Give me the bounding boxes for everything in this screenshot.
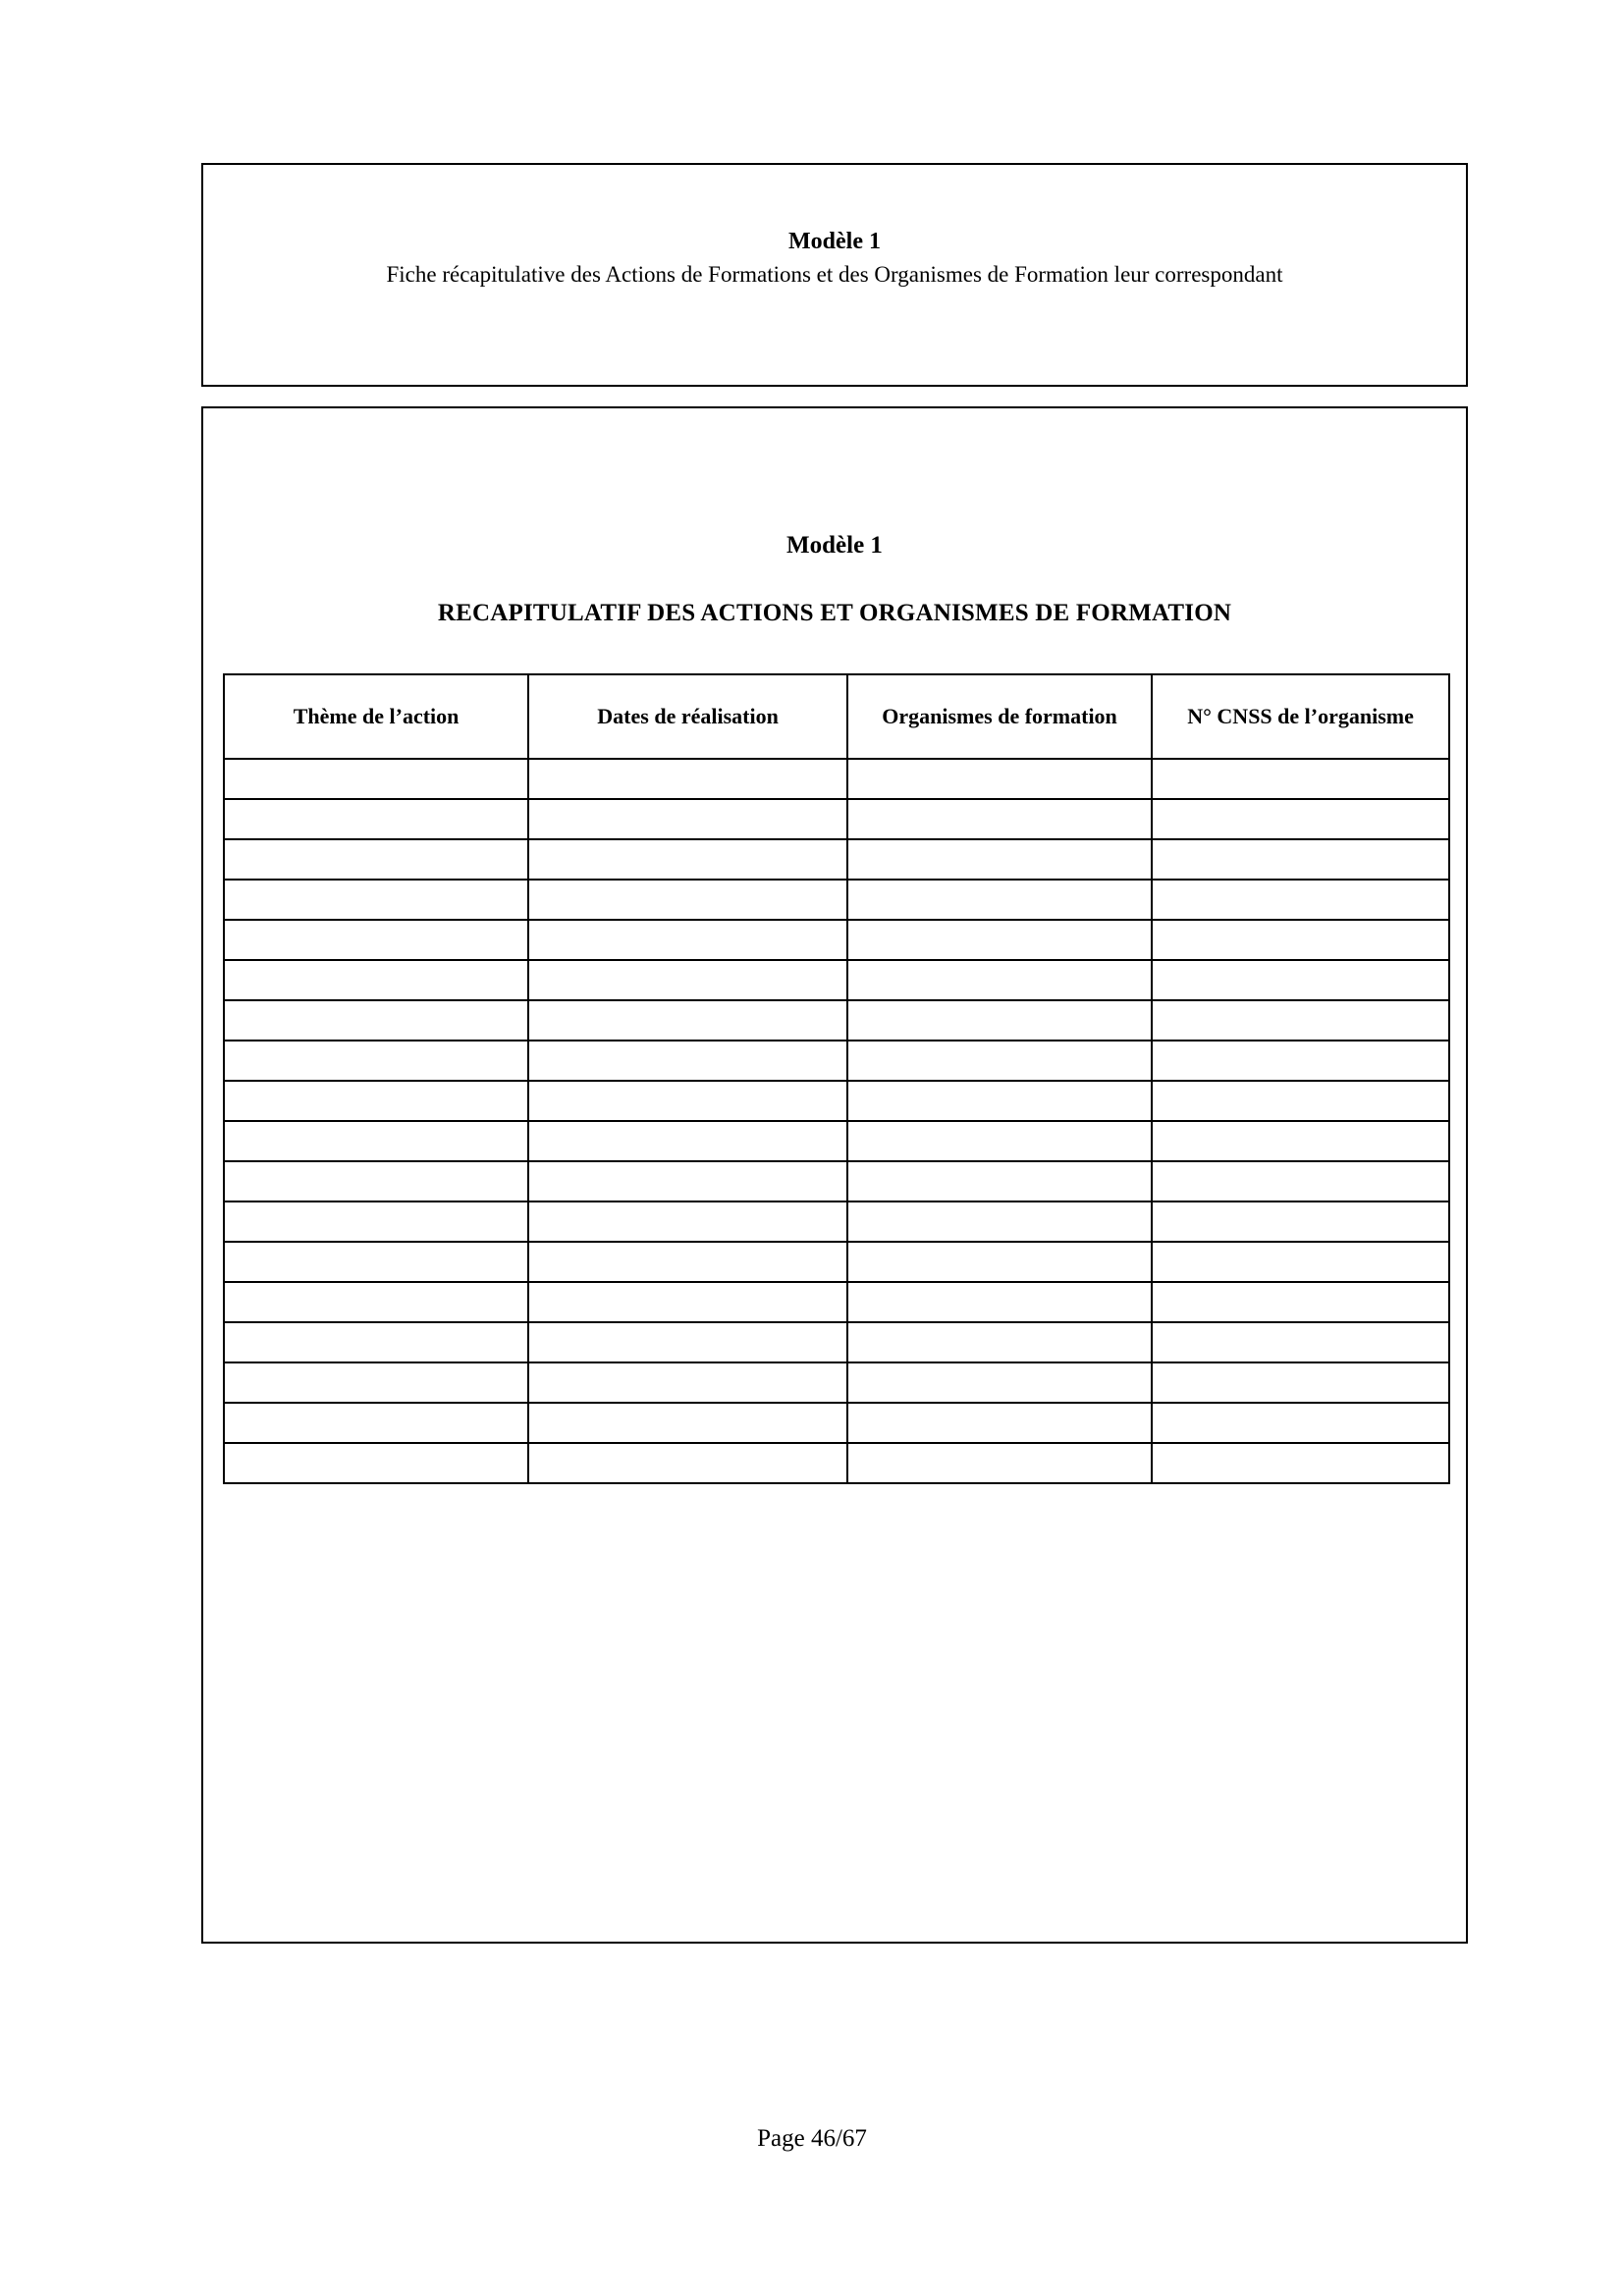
- cell-cnss[interactable]: [1152, 759, 1449, 799]
- table-row: [224, 1081, 1449, 1121]
- header-title: Modèle 1: [788, 229, 881, 254]
- cell-theme[interactable]: [224, 1403, 528, 1443]
- cell-organisme[interactable]: [847, 1443, 1152, 1483]
- cell-theme[interactable]: [224, 1121, 528, 1161]
- cell-cnss[interactable]: [1152, 1443, 1449, 1483]
- page-footer: Page 46/67: [757, 2125, 867, 2152]
- table-row: [224, 1201, 1449, 1242]
- cell-dates[interactable]: [528, 1362, 847, 1403]
- cell-cnss[interactable]: [1152, 1000, 1449, 1041]
- cell-theme[interactable]: [224, 1041, 528, 1081]
- form-title: Modèle 1: [786, 532, 883, 559]
- table-row: [224, 920, 1449, 960]
- cell-theme[interactable]: [224, 799, 528, 839]
- table-row: [224, 839, 1449, 880]
- cell-dates[interactable]: [528, 960, 847, 1000]
- cell-organisme[interactable]: [847, 799, 1152, 839]
- header-subtitle: Fiche récapitulative des Actions de Formations et des Organismes de Formation leur correspondant: [386, 262, 1283, 288]
- table-row: [224, 1403, 1449, 1443]
- cell-cnss[interactable]: [1152, 1201, 1449, 1242]
- cell-cnss[interactable]: [1152, 839, 1449, 880]
- table-row: [224, 1041, 1449, 1081]
- cell-cnss[interactable]: [1152, 960, 1449, 1000]
- cell-dates[interactable]: [528, 1161, 847, 1201]
- cell-dates[interactable]: [528, 1282, 847, 1322]
- cell-cnss[interactable]: [1152, 799, 1449, 839]
- cell-theme[interactable]: [224, 1443, 528, 1483]
- table-row: [224, 1362, 1449, 1403]
- cell-dates[interactable]: [528, 1121, 847, 1161]
- cell-theme[interactable]: [224, 1161, 528, 1201]
- cell-organisme[interactable]: [847, 1081, 1152, 1121]
- cell-organisme[interactable]: [847, 1161, 1152, 1201]
- cell-cnss[interactable]: [1152, 1242, 1449, 1282]
- cell-cnss[interactable]: [1152, 880, 1449, 920]
- cell-dates[interactable]: [528, 1443, 847, 1483]
- cell-cnss[interactable]: [1152, 1322, 1449, 1362]
- cell-theme[interactable]: [224, 839, 528, 880]
- form-subtitle: RECAPITULATIF DES ACTIONS ET ORGANISMES DE FORMATION: [437, 600, 1232, 626]
- cell-cnss[interactable]: [1152, 1161, 1449, 1201]
- cell-dates[interactable]: [528, 920, 847, 960]
- table-row: [224, 960, 1449, 1000]
- table-row: [224, 1161, 1449, 1201]
- cell-organisme[interactable]: [847, 1000, 1152, 1041]
- cell-theme[interactable]: [224, 1081, 528, 1121]
- column-header-theme: Thème de l’action: [224, 674, 528, 759]
- table-row: [224, 1322, 1449, 1362]
- cell-cnss[interactable]: [1152, 1121, 1449, 1161]
- cell-dates[interactable]: [528, 1403, 847, 1443]
- column-header-cnss: N° CNSS de l’organisme: [1152, 674, 1449, 759]
- cell-theme[interactable]: [224, 1201, 528, 1242]
- cell-organisme[interactable]: [847, 1403, 1152, 1443]
- cell-organisme[interactable]: [847, 1041, 1152, 1081]
- cell-theme[interactable]: [224, 880, 528, 920]
- header-box: [201, 163, 1468, 387]
- main-content-box: [201, 406, 1468, 1944]
- cell-theme[interactable]: [224, 1242, 528, 1282]
- cell-organisme[interactable]: [847, 960, 1152, 1000]
- cell-organisme[interactable]: [847, 1362, 1152, 1403]
- cell-theme[interactable]: [224, 920, 528, 960]
- cell-organisme[interactable]: [847, 1322, 1152, 1362]
- table-row: [224, 1121, 1449, 1161]
- cell-cnss[interactable]: [1152, 920, 1449, 960]
- cell-dates[interactable]: [528, 1081, 847, 1121]
- cell-organisme[interactable]: [847, 920, 1152, 960]
- cell-dates[interactable]: [528, 759, 847, 799]
- cell-organisme[interactable]: [847, 1282, 1152, 1322]
- cell-cnss[interactable]: [1152, 1403, 1449, 1443]
- cell-organisme[interactable]: [847, 1121, 1152, 1161]
- cell-organisme[interactable]: [847, 1242, 1152, 1282]
- cell-cnss[interactable]: [1152, 1282, 1449, 1322]
- cell-dates[interactable]: [528, 1242, 847, 1282]
- cell-theme[interactable]: [224, 1362, 528, 1403]
- cell-organisme[interactable]: [847, 880, 1152, 920]
- recap-table: [223, 673, 1450, 1484]
- table-row: [224, 759, 1449, 799]
- cell-dates[interactable]: [528, 1201, 847, 1242]
- cell-dates[interactable]: [528, 880, 847, 920]
- table-body: [224, 759, 1449, 1483]
- cell-theme[interactable]: [224, 759, 528, 799]
- cell-dates[interactable]: [528, 1322, 847, 1362]
- cell-organisme[interactable]: [847, 839, 1152, 880]
- table-row: [224, 1000, 1449, 1041]
- cell-organisme[interactable]: [847, 759, 1152, 799]
- table-row: [224, 1242, 1449, 1282]
- column-header-dates: Dates de réalisation: [528, 674, 847, 759]
- table-row: [224, 799, 1449, 839]
- table-row: [224, 1443, 1449, 1483]
- column-header-organismes: Organismes de formation: [847, 674, 1152, 759]
- table-row: [224, 880, 1449, 920]
- cell-theme[interactable]: [224, 1282, 528, 1322]
- cell-theme[interactable]: [224, 1000, 528, 1041]
- cell-dates[interactable]: [528, 1000, 847, 1041]
- cell-dates[interactable]: [528, 839, 847, 880]
- table-row: [224, 1282, 1449, 1322]
- cell-dates[interactable]: [528, 799, 847, 839]
- cell-theme[interactable]: [224, 1322, 528, 1362]
- cell-cnss[interactable]: [1152, 1081, 1449, 1121]
- table-header-row: [224, 674, 1449, 759]
- cell-dates[interactable]: [528, 1041, 847, 1081]
- cell-organisme[interactable]: [847, 1201, 1152, 1242]
- cell-cnss[interactable]: [1152, 1362, 1449, 1403]
- cell-theme[interactable]: [224, 960, 528, 1000]
- cell-cnss[interactable]: [1152, 1041, 1449, 1081]
